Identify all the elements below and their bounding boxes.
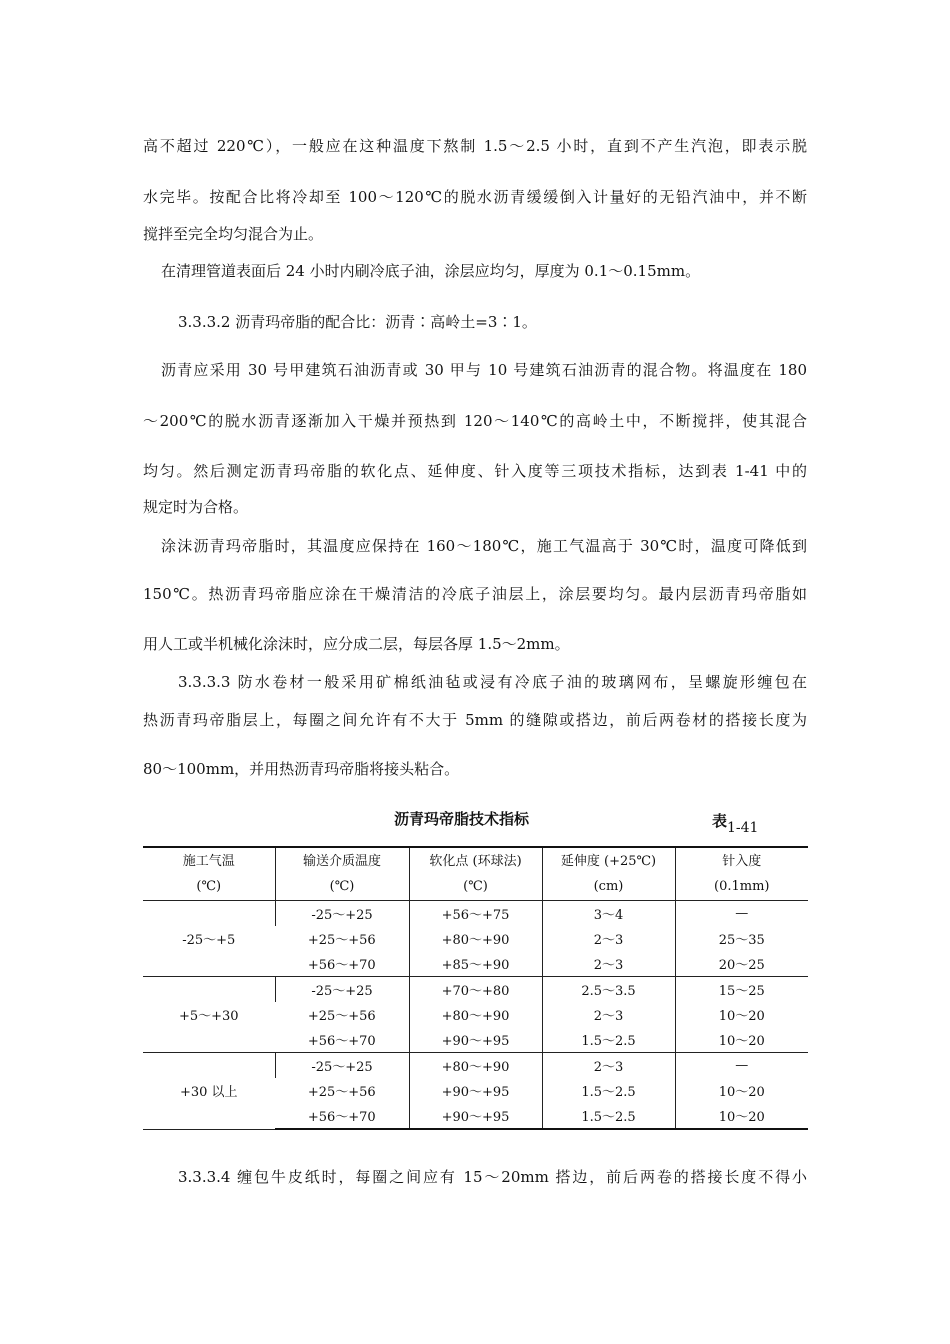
table-cell: 2～3 <box>542 1002 675 1027</box>
table-cell: 25～35 <box>675 926 808 951</box>
table-cell: 10～20 <box>675 1027 808 1053</box>
table-cell: +90～+95 <box>409 1027 542 1053</box>
body-line-8: 均匀。然后测定沥青玛帝脂的软化点、延伸度、针入度等三项技术指标，达到表 1-41 中的 <box>143 462 807 480</box>
header-softening-point: 软化点 (环球法) (℃) <box>409 847 542 901</box>
body-line-11: 150℃。热沥青玛帝脂应涂在干燥清洁的冷底子油层上，涂层要均匀。最内层沥青玛帝脂如 <box>143 585 807 603</box>
body-line-12: 用人工或半机械化涂沫时，应分成二层，每层各厚 1.5～2mm。 <box>143 635 570 653</box>
spec-table <box>143 846 808 1130</box>
header-ductility: 延伸度 (+25℃) (cm) <box>542 847 675 901</box>
table-row <box>143 1053 808 1079</box>
table-cell: -25～+25 <box>275 901 409 927</box>
table-cell: +85～+90 <box>409 951 542 977</box>
table-caption: 沥青玛帝脂技术指标 <box>394 810 530 828</box>
table-cell: 10～20 <box>675 1103 808 1129</box>
table-cell: 1.5～2.5 <box>542 1078 675 1103</box>
table-header-row <box>143 847 808 901</box>
body-line-9: 规定时为合格。 <box>143 498 249 516</box>
table-cell: +25～+56 <box>307 1009 376 1024</box>
body-line-1: 高不超过 220℃），一般应在这种温度下熬制 1.5～2.5 小时，直到不产生汽泡，即表示脱 <box>143 137 807 155</box>
table-cell: 10～20 <box>675 1078 808 1103</box>
table-cell: 2～3 <box>542 926 675 951</box>
body-line-7: ～200℃的脱水沥青逐渐加入干燥并预热到 120～140℃的高岭土中，不断搅拌，使其混合 <box>143 412 807 430</box>
group-label: -25～+5 <box>143 901 275 977</box>
table-cell: +25～+56 <box>307 1085 376 1100</box>
table-cell: — <box>675 1053 808 1079</box>
table-cell: 2～3 <box>542 1053 675 1079</box>
table-cell: +80～+90 <box>409 1053 542 1079</box>
table-row <box>143 977 808 1003</box>
header-ambient-temp: 施工气温 (℃) <box>143 847 275 901</box>
table-row <box>143 901 808 927</box>
table-cell: 2～3 <box>542 951 675 977</box>
section-3-3-3-3: 3.3.3.3 防水卷材一般采用矿棉纸油毡或浸有冷底子油的玻璃网布，呈螺旋形缠包在 <box>178 673 807 691</box>
table-cell: +70～+80 <box>409 977 542 1003</box>
body-line-14: 热沥青玛帝脂层上，每圈之间允许有不大于 5mm 的缝隙或搭边，前后两卷材的搭接长度为 <box>143 711 807 729</box>
group-label: +30 以上 <box>143 1053 275 1130</box>
table-cell: +56～+70 <box>275 951 409 977</box>
table-cell: 10～20 <box>675 1002 808 1027</box>
table-cell: +80～+90 <box>409 926 542 951</box>
table-cell: +90～+95 <box>409 1078 542 1103</box>
table-cell: +56～+75 <box>409 901 542 927</box>
table-cell: 3～4 <box>542 901 675 927</box>
table-number-prefix: 表 <box>712 812 728 830</box>
table-cell: -25～+25 <box>275 1053 409 1079</box>
body-line-6: 沥青应采用 30 号甲建筑石油沥青或 30 甲与 10 号建筑石油沥青的混合物。将温度在 180 <box>161 361 807 379</box>
group-label: +5～+30 <box>143 977 275 1053</box>
table-cell: +25～+56 <box>307 933 376 948</box>
section-3-3-3-2: 3.3.3.2 沥青玛帝脂的配合比：沥青∶高岭土=3∶1。 <box>178 313 537 331</box>
table-cell: — <box>675 901 808 927</box>
table-cell: +56～+70 <box>275 1027 409 1053</box>
body-line-15: 80～100mm，并用热沥青玛帝脂将接头粘合。 <box>143 760 460 778</box>
table-cell: 1.5～2.5 <box>542 1103 675 1129</box>
table-cell: +90～+95 <box>409 1103 542 1129</box>
header-penetration: 针入度 (0.1mm) <box>675 847 808 901</box>
body-line-2: 水完毕。按配合比将冷却至 100～120℃的脱水沥青缓缓倒入计量好的无铅汽油中，并不断 <box>143 188 807 206</box>
table-cell: 1.5～2.5 <box>542 1027 675 1053</box>
table-cell: +80～+90 <box>409 1002 542 1027</box>
table-cell: 2.5～3.5 <box>542 977 675 1003</box>
table-cell: 20～25 <box>675 951 808 977</box>
section-3-3-3-4: 3.3.3.4 缠包牛皮纸时，每圈之间应有 15～20mm 搭边，前后两卷的搭接长度不得小 <box>178 1168 807 1186</box>
body-line-3: 搅拌至完全均匀混合为止。 <box>143 225 324 243</box>
table-cell: -25～+25 <box>275 977 409 1003</box>
body-line-10: 涂沫沥青玛帝脂时，其温度应保持在 160～180℃，施工气温高于 30℃时，温度可降低到 <box>161 537 807 555</box>
table-number <box>712 810 759 836</box>
table-cell: +56～+70 <box>275 1103 409 1129</box>
header-medium-temp: 输送介质温度 (℃) <box>275 847 409 901</box>
table-cell: 15～25 <box>675 977 808 1003</box>
body-line-4: 在清理管道表面后 24 小时内刷冷底子油，涂层应均匀，厚度为 0.1～0.15mm。 <box>161 262 701 280</box>
table-number-value: 1-41 <box>727 820 759 836</box>
